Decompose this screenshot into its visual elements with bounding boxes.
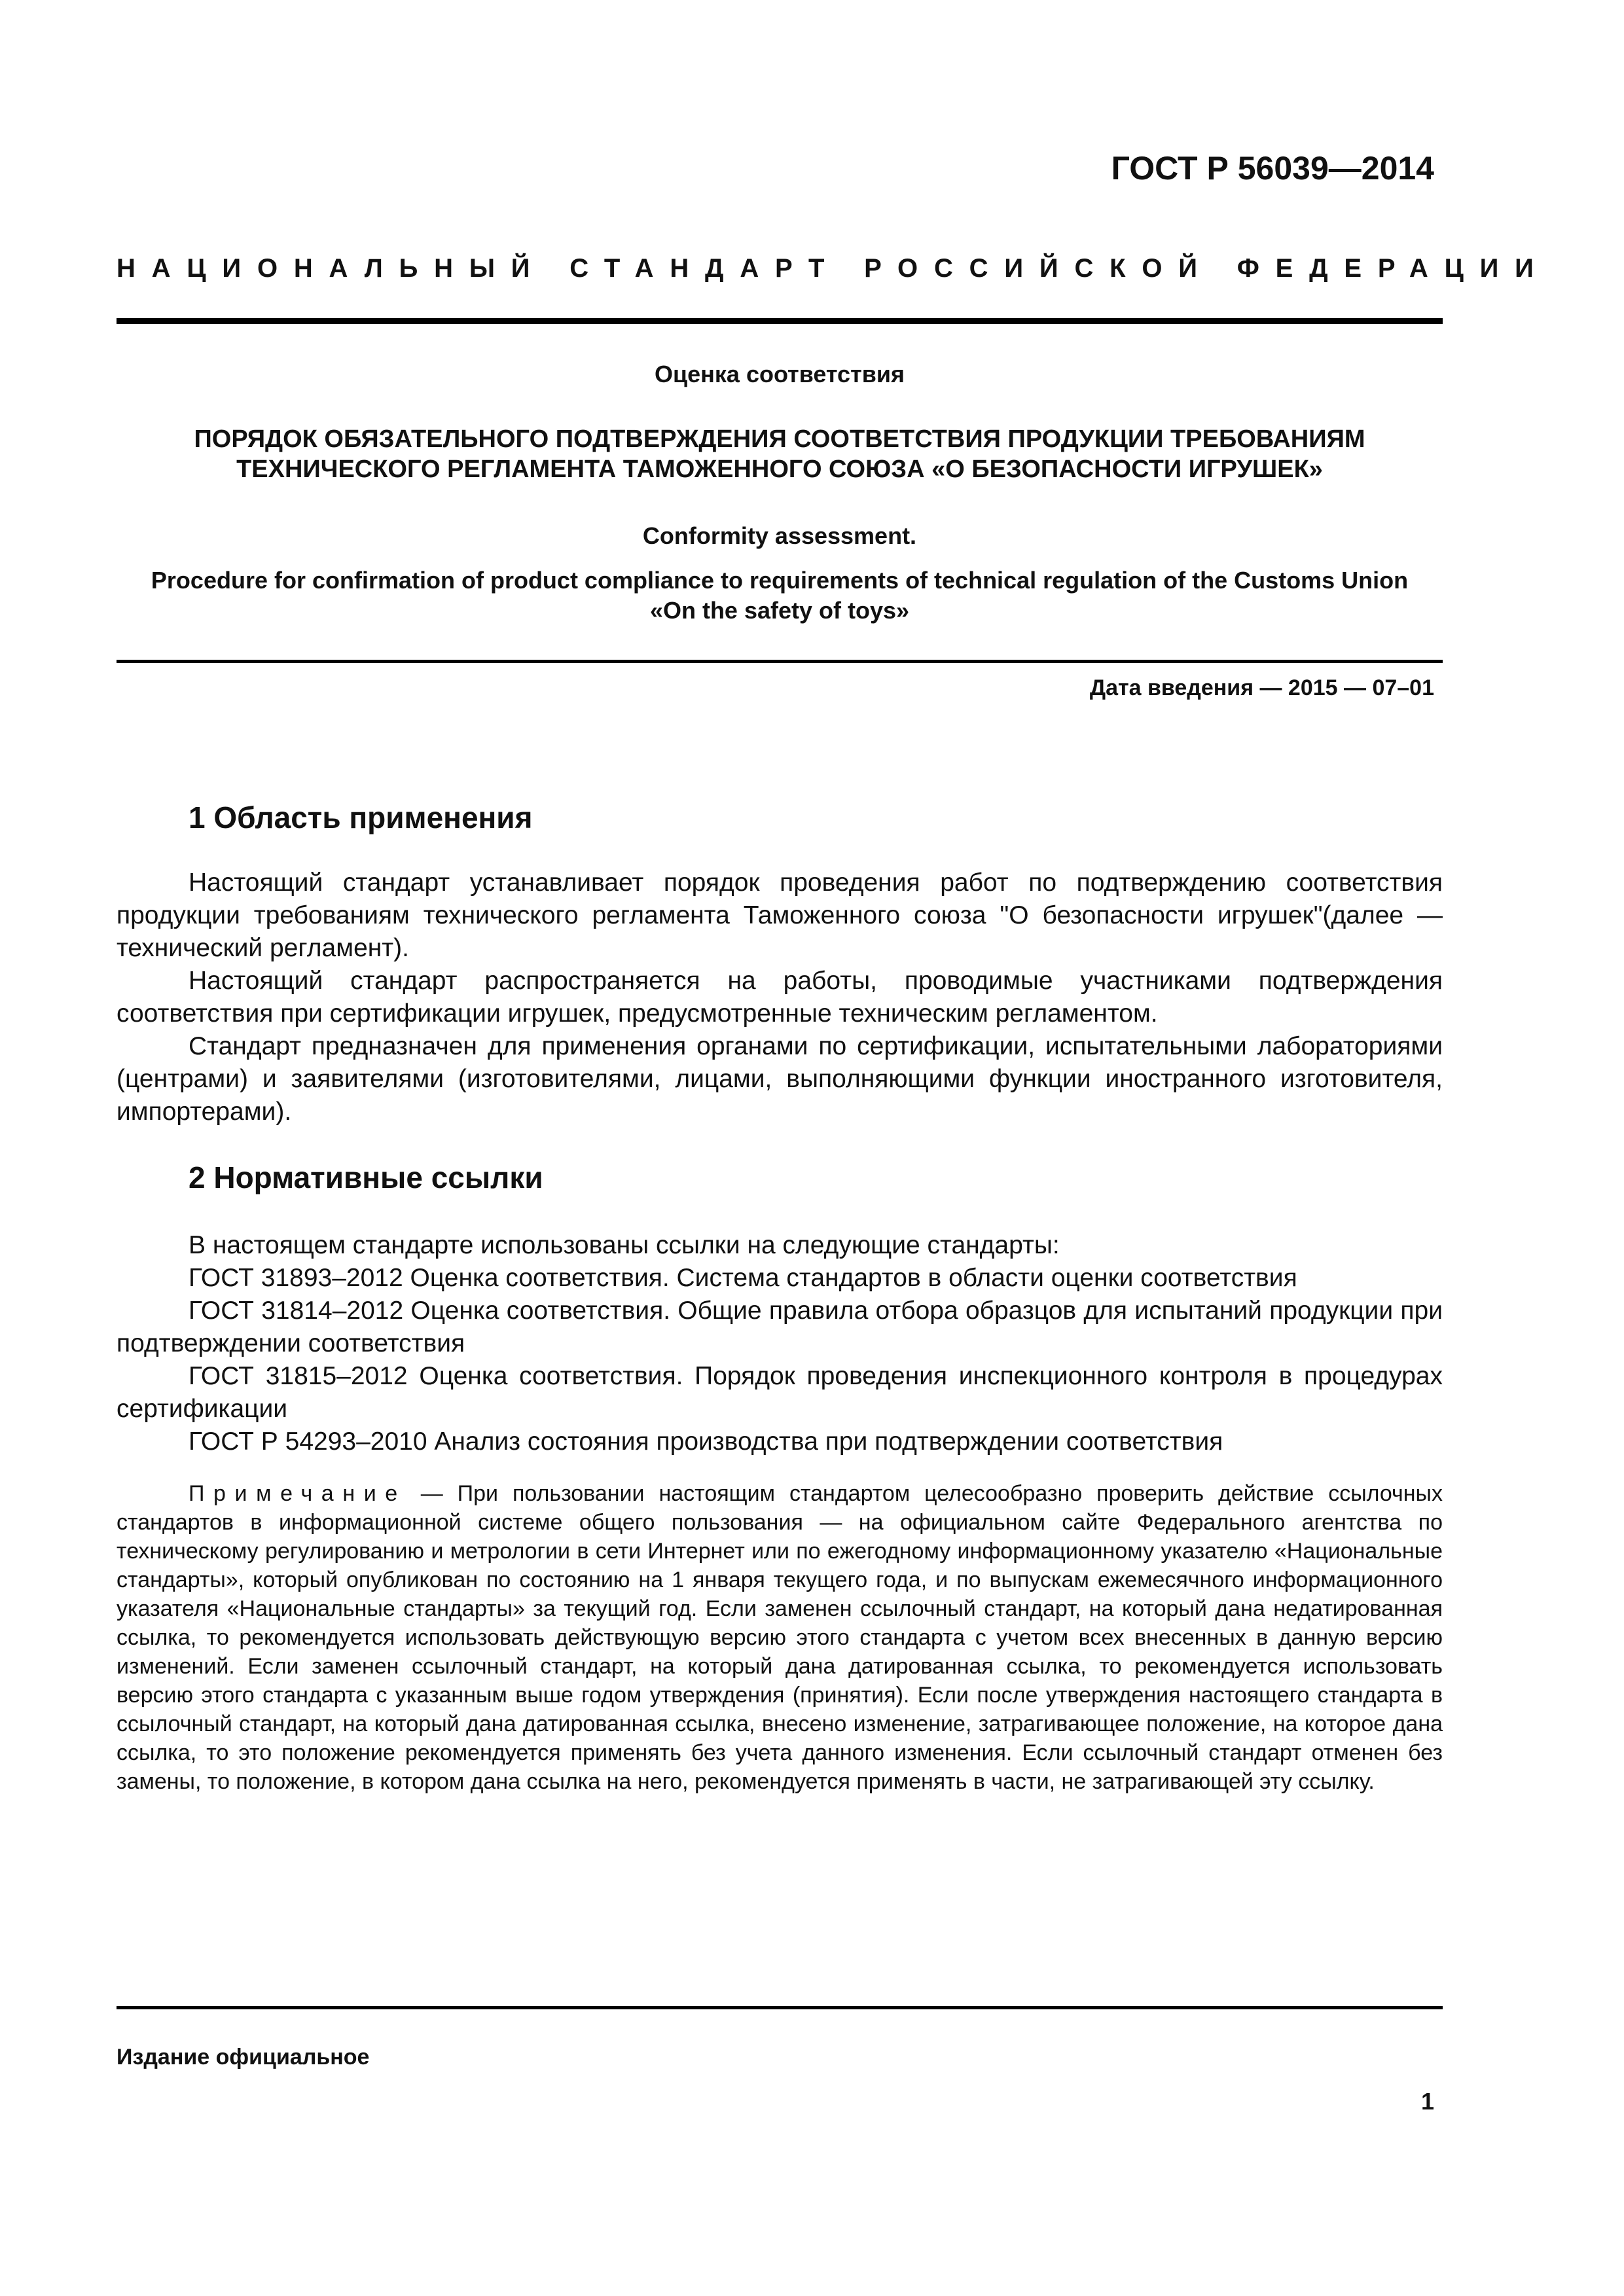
note-text: — При пользовании настоящим стандартом целесообразно проверить действие ссылочных стандартов в информационной системе общего пользования — на официальном сайте Федерального агентства по техническому регулированию и метрологии в сети Интернет или по ежегодному информационному указателю «Национальные стандарты», который опубликован по состоянию на 1 января текущего года, и по выпускам ежемесячного информационного указателя «Национальные стандарты» за текущий год. Если заменен ссылочный стандарт, на который дана недатированная ссылка, то рекомендуется использовать действующую версию этого стандарта с учетом всех внесенных в данную версию изменений. Если заменен ссылочный стандарт, на который дана датированная ссылка, то рекомендуется использовать версию этого стандарта с указанным выше годом утверждения (принятия). Если после утверждения настоящего стандарта в ссылочный стандарт, на который дана датированная ссылка, внесено изменение, затрагивающее положение, на которое дана ссылка, то это положение рекомендуется применять без учета данного изменения. Если ссылочный стандарт отменен без замены, то положение, в котором дана ссылка на него, рекомендуется применять в части, не затрагивающей эту ссылку. [117, 1481, 1443, 1794]
section1-body [117, 867, 1443, 1128]
note-label: Примечание [189, 1481, 406, 1506]
reference-item: ГОСТ Р 54293–2010 Анализ состояния производства при подтверждении соответствия [189, 1427, 1223, 1456]
national-standard-header: НАЦИОНАЛЬНЫЙ СТАНДАРТ РОССИЙСКОЙ ФЕДЕРАЦИИ [117, 254, 1550, 283]
section1-heading: 1 Область применения [189, 800, 533, 834]
section2-body [117, 1229, 1443, 1458]
middle-rule [117, 660, 1443, 663]
reference-item: ГОСТ 31893–2012 Оценка соответствия. Система стандартов в области оценки соответствия [189, 1264, 1297, 1292]
subject-ru: Оценка соответствия [655, 361, 905, 387]
title-en [117, 565, 1443, 626]
page-number: 1 [1420, 2088, 1434, 2115]
title-ru [117, 424, 1443, 484]
title-en-line1: Procedure for confirmation of product compliance to requirements of technical regulation of the Customs Union [151, 567, 1409, 594]
reference-item: ГОСТ 31814–2012 Оценка соответствия. Общие правила отбора образцов для испытаний продукции при подтверждении соответствия [117, 1297, 1443, 1357]
section2-paragraph: В настоящем стандарте использованы ссылки на следующие стандарты: [189, 1231, 1060, 1259]
subject-en: Conformity assessment. [642, 522, 917, 549]
note-block [117, 1479, 1443, 1796]
title-ru-line2: ТЕХНИЧЕСКОГО РЕГЛАМЕНТА ТАМОЖЕННОГО СОЮЗА «О БЕЗОПАСНОСТИ ИГРУШЕК» [236, 456, 1323, 483]
section1-paragraph: Стандарт предназначен для применения органами по сертификации, испытательными лабораториями (центрами) и заявителями (изготовителями, лицами, выполняющими функции иностранного изготовителя, импортерами). [117, 1032, 1443, 1126]
standard-number: ГОСТ Р 56039—2014 [1111, 150, 1434, 187]
title-ru-line1: ПОРЯДОК ОБЯЗАТЕЛЬНОГО ПОДТВЕРЖДЕНИЯ СООТВЕТСТВИЯ ПРОДУКЦИИ ТРЕБОВАНИЯМ [194, 425, 1365, 453]
bottom-rule [117, 2006, 1443, 2009]
reference-item: ГОСТ 31815–2012 Оценка соответствия. Порядок проведения инспекционного контроля в процедурах сертификации [117, 1362, 1443, 1423]
section1-paragraph: Настоящий стандарт устанавливает порядок проведения работ по подтверждению соответствия продукции требованиям технического регламента Таможенного союза "О безопасности игрушек"(далее — технический регламент). [117, 869, 1443, 962]
section2-heading: 2 Нормативные ссылки [189, 1160, 543, 1194]
section1-paragraph: Настоящий стандарт распространяется на работы, проводимые участниками подтверждения соответствия при сертификации игрушек, предусмотренные техническим регламентом. [117, 967, 1443, 1028]
note-paragraph [117, 1479, 1443, 1796]
title-en-line2: «On the safety of toys» [649, 597, 910, 624]
top-rule [117, 318, 1443, 324]
introduction-date: Дата введения — 2015 — 07–01 [1089, 675, 1434, 700]
official-edition-label: Издание официальное [117, 2045, 370, 2070]
